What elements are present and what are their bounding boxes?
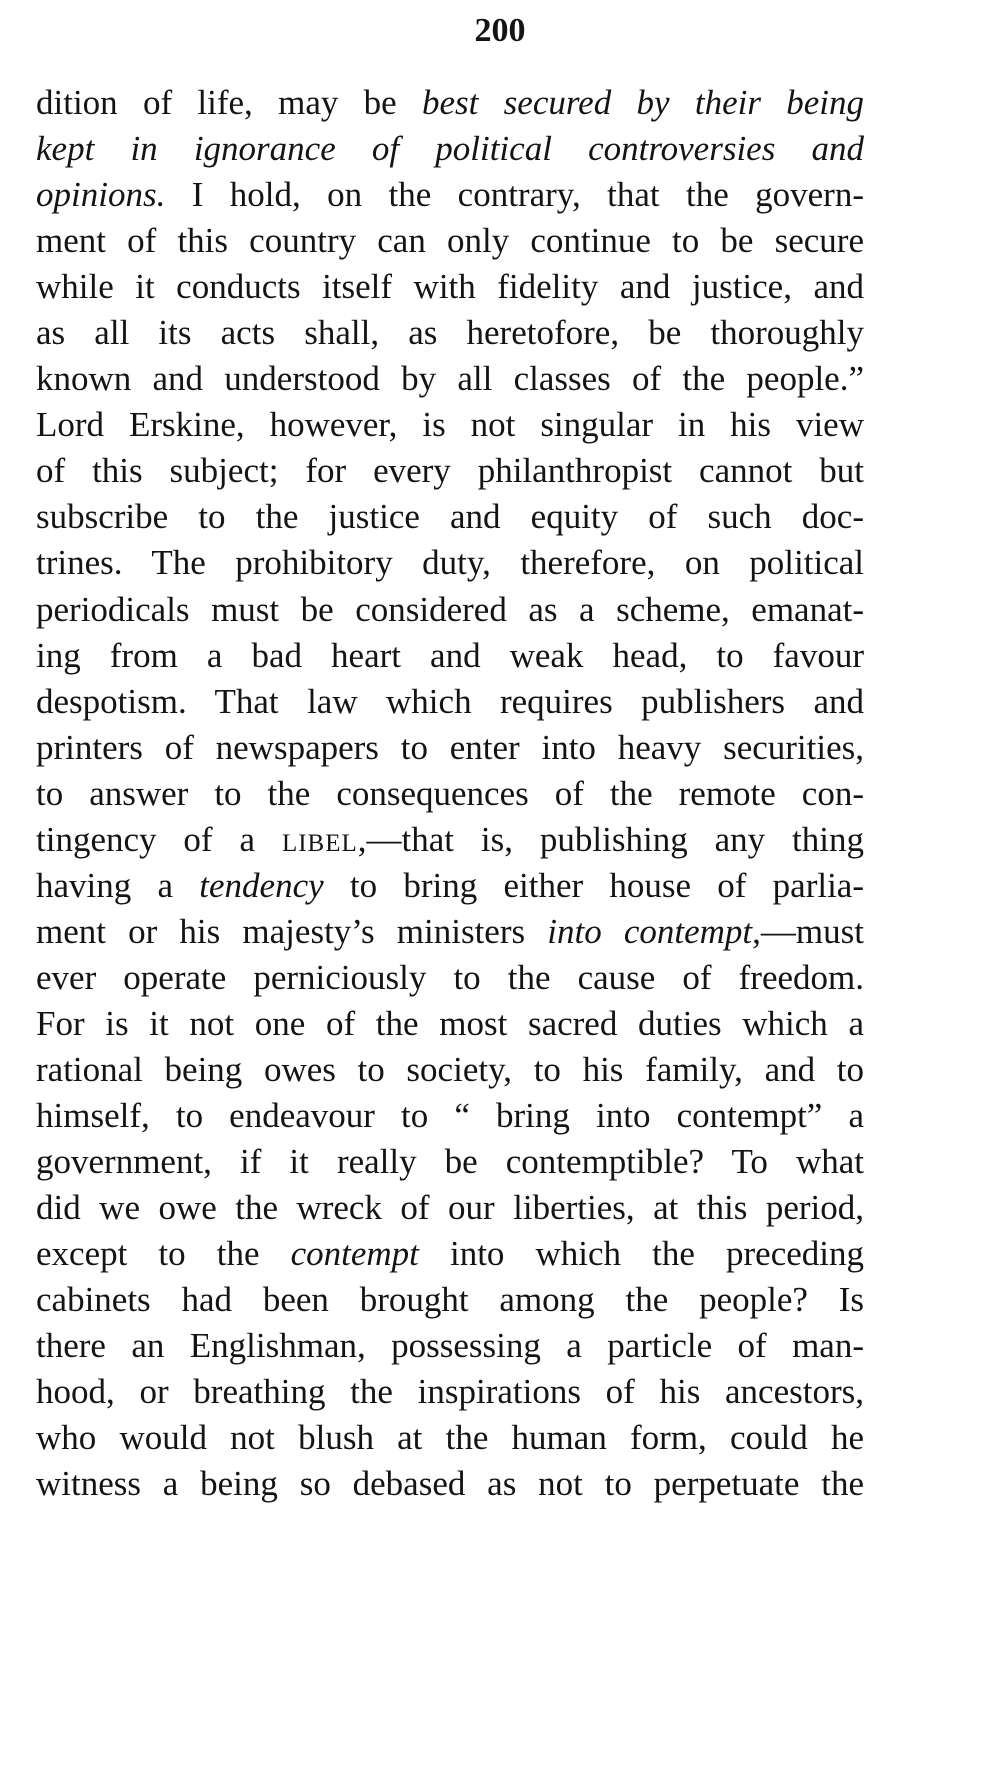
text-line — [36, 817, 864, 863]
text-span: trines. The prohibitory duty, therefore, on political — [36, 543, 864, 583]
text-line — [36, 1415, 864, 1461]
text-line — [36, 1185, 864, 1231]
text-span: ever operate perniciously to the cause of freedom. — [36, 957, 864, 997]
text-line — [36, 679, 864, 725]
text-line — [36, 909, 864, 955]
text-line — [36, 955, 864, 1001]
text-line — [36, 494, 864, 540]
text-span: known and understood by all classes of the people.” — [36, 359, 864, 399]
text-span: tingency of a — [36, 819, 282, 859]
text-line — [36, 587, 864, 633]
text-line — [36, 310, 864, 356]
text-line — [36, 771, 864, 817]
text-span: did we owe the wreck of our liberties, at this period, — [36, 1188, 864, 1228]
text-span: government, if it really be contemptible? To what — [36, 1142, 864, 1182]
text-span: I hold, on the contrary, that the govern- — [165, 175, 864, 215]
text-span: ment of this country can only continue to be secure — [36, 221, 864, 261]
text-line — [36, 1001, 864, 1047]
text-span: into which the preceding — [418, 1234, 864, 1274]
text-line — [36, 1277, 864, 1323]
text-span: to bring either house of parlia- — [323, 865, 865, 905]
text-line — [36, 725, 864, 771]
text-span: except to the — [36, 1234, 291, 1274]
text-line — [36, 218, 864, 264]
text-span: there an Englishman, possessing a particle of man- — [36, 1326, 864, 1366]
text-line — [36, 863, 864, 909]
italic-text: kept in ignorance of political controversies and — [36, 129, 864, 169]
text-line — [36, 1139, 864, 1185]
text-span: as all its acts shall, as heretofore, be thoroughly — [36, 313, 864, 353]
text-span: having a — [36, 865, 200, 905]
italic-text: contempt — [290, 1234, 419, 1274]
text-span: periodicals must be considered as a scheme, emanat- — [36, 589, 864, 629]
text-span: while it conducts itself with fidelity and justice, and — [36, 267, 864, 307]
italic-text: opinions. — [36, 175, 166, 215]
text-line — [36, 172, 864, 218]
text-line — [36, 1369, 864, 1415]
text-span: cabinets had been brought among the people? Is — [36, 1280, 864, 1320]
text-line — [36, 1323, 864, 1369]
text-span: who would not blush at the human form, could he — [36, 1418, 864, 1458]
body-text — [36, 80, 864, 1507]
text-span: subscribe to the justice and equity of such doc- — [36, 497, 864, 537]
text-span: rational being owes to society, to his family, and to — [36, 1049, 864, 1089]
text-span: ,—that is, publishing any thing — [357, 819, 864, 859]
text-line — [36, 402, 864, 448]
text-span: printers of newspapers to enter into heavy securities, — [36, 727, 864, 767]
text-span: ,—must — [752, 911, 864, 951]
text-span: dition of life, may be — [36, 83, 422, 122]
text-line — [36, 126, 864, 172]
text-span: hood, or breathing the inspirations of his ancestors, — [36, 1372, 864, 1412]
text-line — [36, 1461, 864, 1507]
text-line — [36, 356, 864, 402]
small-caps-text: libel — [281, 819, 358, 859]
italic-text: tendency — [199, 865, 324, 905]
text-line — [36, 633, 864, 679]
text-line — [36, 1093, 864, 1139]
italic-text: best secured by their being — [422, 83, 865, 122]
text-line — [36, 80, 864, 126]
text-line — [36, 448, 864, 494]
text-span: Lord Erskine, however, is not singular in his view — [36, 405, 864, 445]
page-number: 200 — [474, 12, 526, 49]
text-line — [36, 1047, 864, 1093]
text-span: witness a being so debased as not to perpetuate the — [36, 1464, 864, 1504]
text-span: ing from a bad heart and weak head, to favour — [36, 635, 864, 675]
italic-text: into contempt — [547, 911, 753, 951]
text-line — [36, 540, 864, 586]
text-span: ment or his majesty’s ministers — [36, 911, 548, 951]
text-span: For is it not one of the most sacred duties which a — [36, 1003, 864, 1043]
text-span: despotism. That law which requires publishers and — [36, 681, 864, 721]
text-span: to answer to the consequences of the remote con- — [36, 773, 864, 813]
text-line — [36, 1231, 864, 1277]
text-span: himself, to endeavour to “ bring into contempt” a — [36, 1096, 864, 1136]
text-span: of this subject; for every philanthropist cannot but — [36, 451, 864, 491]
text-line — [36, 264, 864, 310]
